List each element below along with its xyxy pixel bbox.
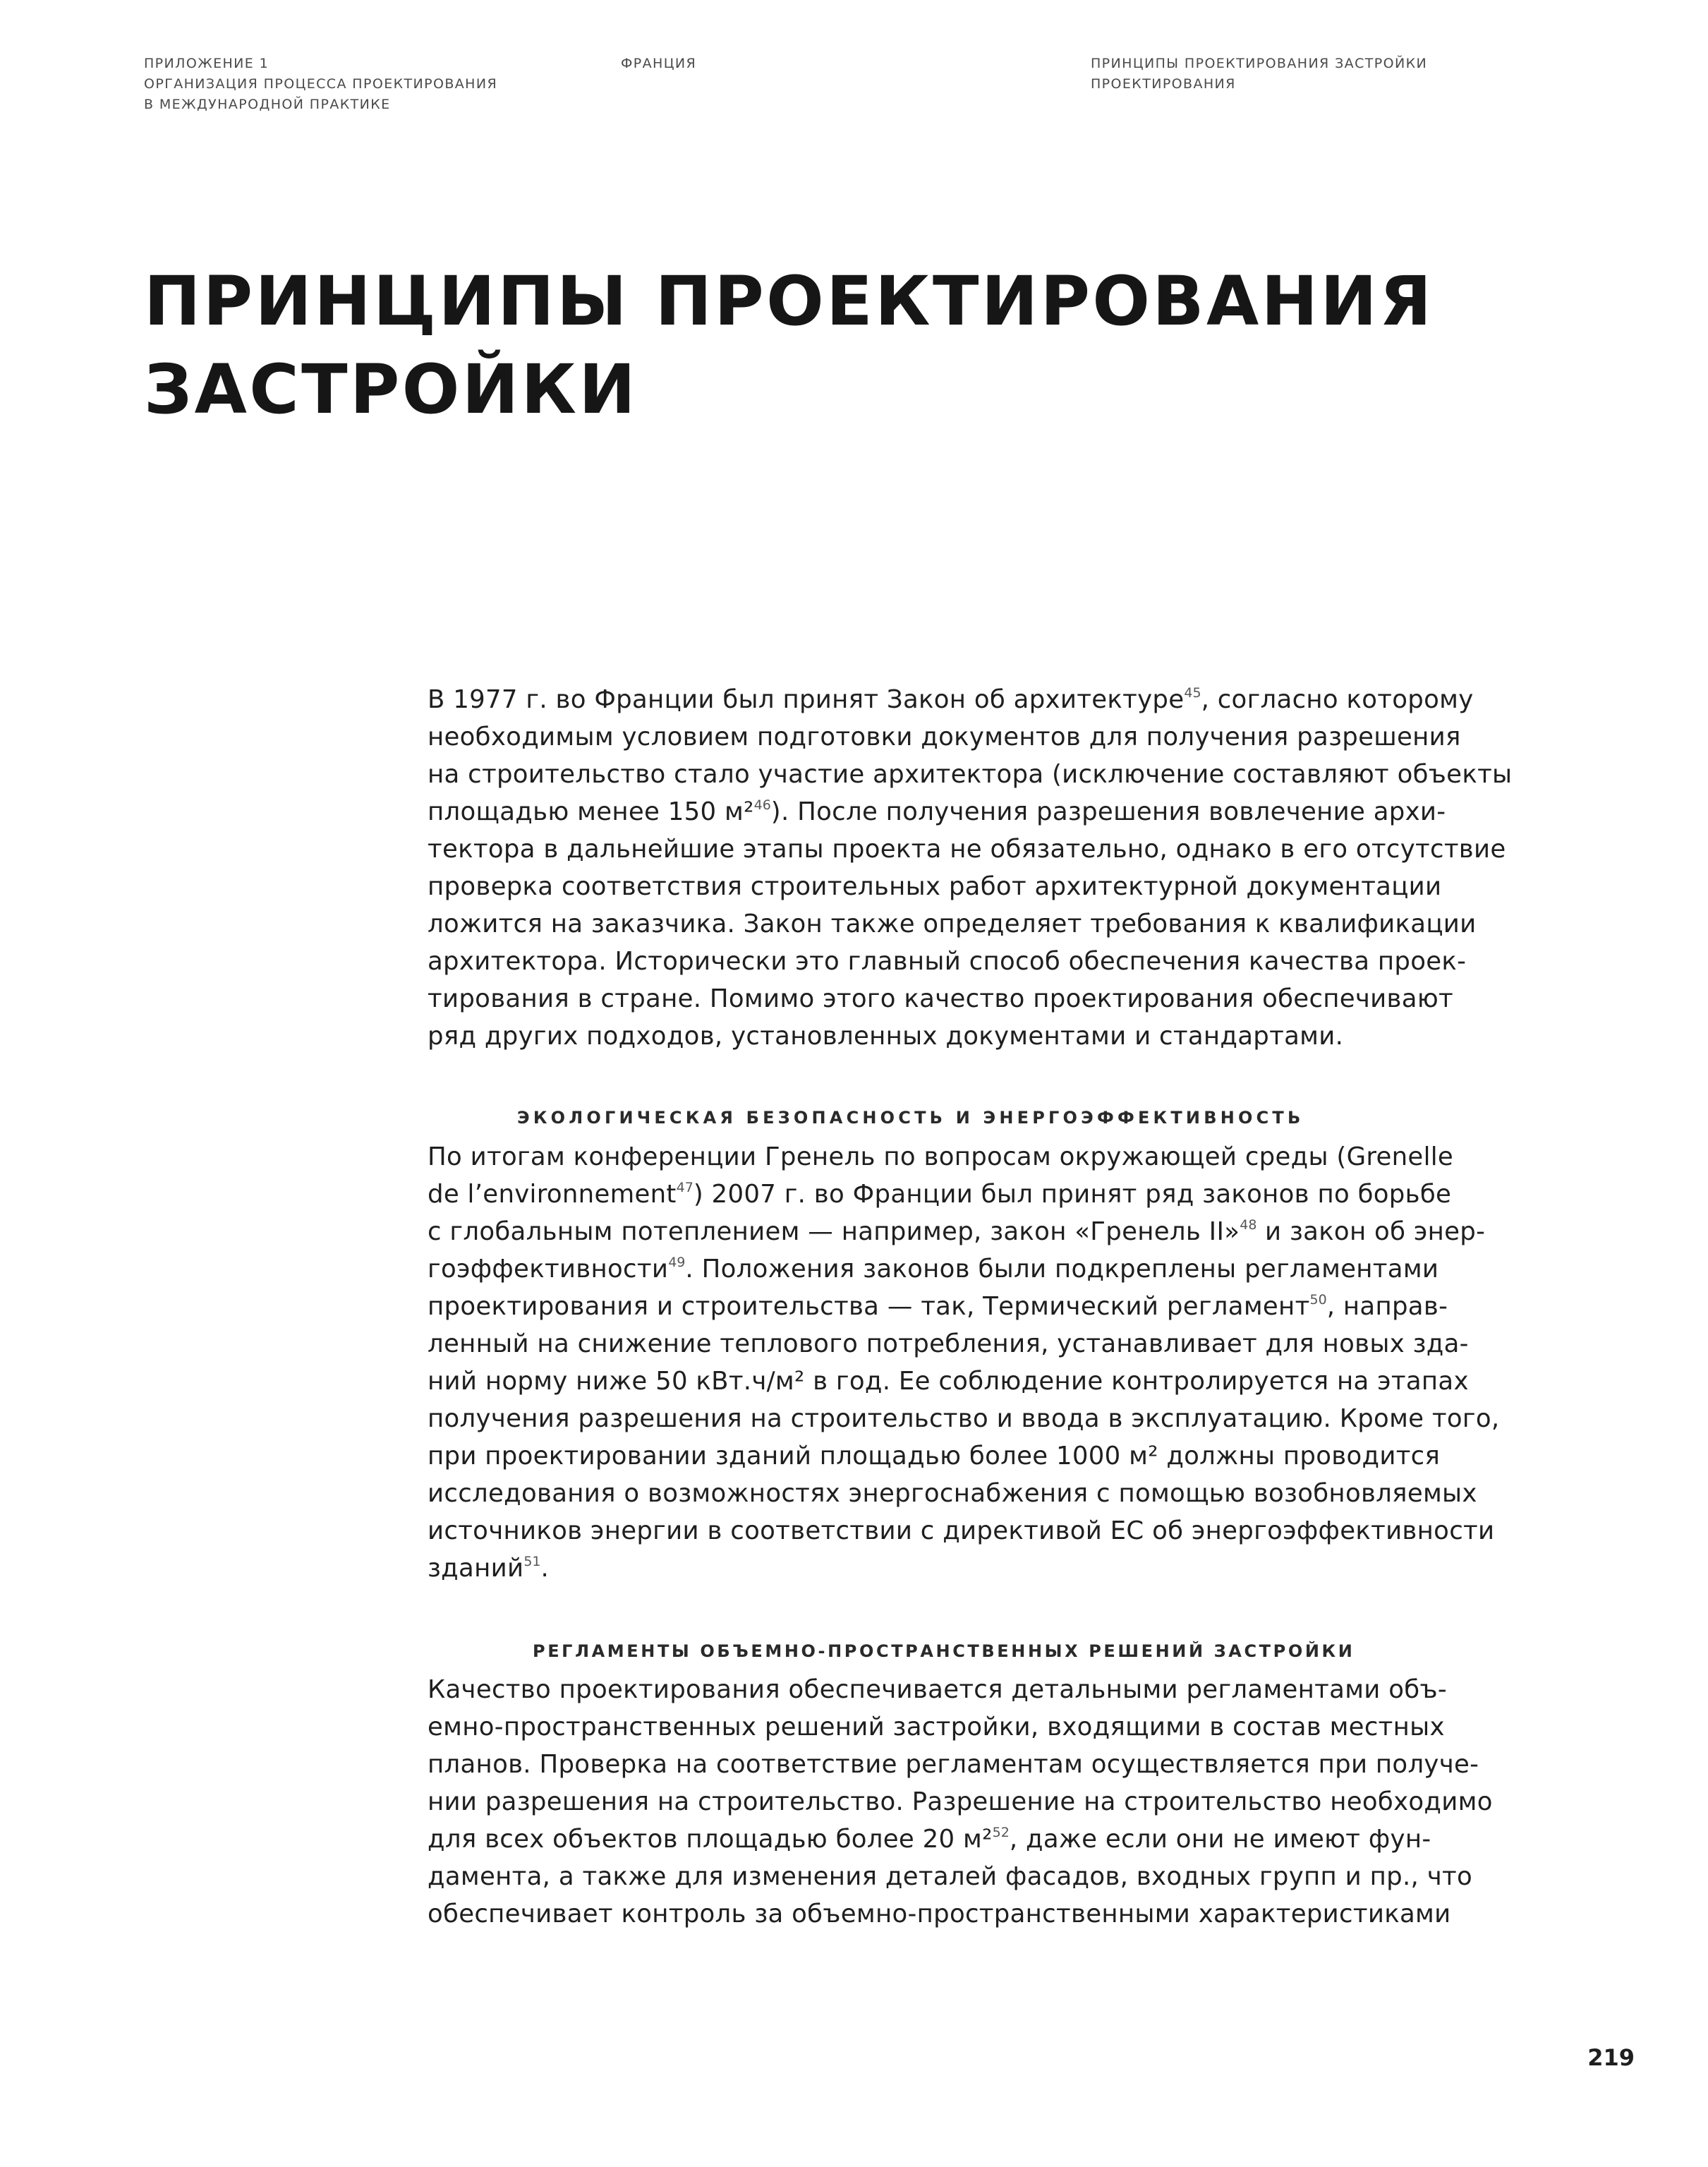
text-run: обеспечивает контроль за объемно-пространственными характеристиками (428, 1900, 1451, 1928)
text-run: тектора в дальнейшие этапы проекта не обязательно, однако в его отсутствие (428, 835, 1506, 864)
text-line (428, 1475, 1535, 1512)
text-run: и закон об энер- (1256, 1217, 1486, 1246)
text-run: проверка соответствия строительных работ архитектурной документации (428, 872, 1442, 901)
footnote-reference: 52 (992, 1825, 1010, 1840)
intro-paragraph (428, 681, 1535, 1055)
running-head-appendix (144, 54, 497, 115)
text-run: В 1977 г. во Франции был принят Закон об архитектуре (428, 685, 1185, 714)
text-line (428, 1512, 1535, 1550)
text-line (428, 868, 1535, 905)
text-run: Качество проектирования обеспечивается детальными регламентами объ- (428, 1675, 1447, 1704)
section-ecology-paragraph (428, 1138, 1535, 1587)
text-run: . Положения законов были подкреплены регламентами (685, 1255, 1439, 1284)
text-run: По итогам конференции Гренель по вопросам окружающей среды (Grenelle (428, 1142, 1454, 1171)
text-line (428, 1671, 1535, 1708)
running-head-country (621, 54, 696, 74)
text-line (428, 1550, 1535, 1587)
text-line (428, 1138, 1535, 1176)
text-run: проектирования и строительства — так, Термический регламент (428, 1292, 1310, 1321)
running-head-line: ПРОЕКТИРОВАНИЯ (1091, 76, 1236, 92)
text-run: зданий (428, 1554, 524, 1583)
text-run: ). После получения разрешения вовлечение архи- (770, 797, 1446, 826)
page-title (144, 258, 1434, 434)
text-run: ний норму ниже 50 кВт.ч/м² в год. Ее соблюдение контролируется на этапах (428, 1367, 1469, 1396)
text-run: необходимым условием подготовки документов для получения разрешения (428, 723, 1461, 751)
running-head-line: ПРИНЦИПЫ ПРОЕКТИРОВАНИЯ ЗАСТРОЙКИ (1091, 56, 1428, 71)
text-line (428, 980, 1535, 1018)
text-run: , согласно которому (1201, 685, 1474, 714)
text-run: ленный на снижение теплового потребления, устанавливает для новых зда- (428, 1329, 1469, 1358)
text-run: дамента, а также для изменения деталей фасадов, входных групп и пр., что (428, 1862, 1472, 1891)
text-run: при проектировании зданий площадью более 1000 м² должны проводится (428, 1442, 1441, 1471)
text-line (428, 1250, 1535, 1288)
text-line (428, 1018, 1535, 1055)
text-run: , даже если они не имеют фун- (1009, 1825, 1431, 1854)
running-head-chapter (1091, 54, 1427, 95)
running-head-line: В МЕЖДУНАРОДНОЙ ПРАКТИКЕ (144, 97, 391, 112)
footnote-reference: 50 (1309, 1292, 1327, 1308)
text-run: получения разрешения на строительство и ввода в эксплуатацию. Кроме того, (428, 1404, 1500, 1433)
text-run: ложится на заказчика. Закон также определяет требования к квалификации (428, 910, 1477, 938)
text-line (428, 1437, 1535, 1475)
footnote-reference: 49 (668, 1255, 686, 1270)
text-line (428, 1213, 1535, 1250)
page-number: 219 (1587, 2044, 1635, 2071)
text-run: планов. Проверка на соответствие регламентам осуществляется при получе- (428, 1750, 1479, 1779)
text-run: гоэффективности (428, 1255, 669, 1284)
running-head-line: ФРАНЦИЯ (621, 56, 697, 71)
text-line (428, 1288, 1535, 1325)
footnote-reference: 45 (1184, 685, 1201, 701)
text-line (428, 1708, 1535, 1746)
text-line (428, 793, 1535, 831)
text-run: для всех объектов площадью более 20 м² (428, 1825, 993, 1854)
text-run: de l’environnement (428, 1180, 677, 1209)
text-run: источников энергии в соответствии с директивой ЕС об энергоэффективности (428, 1516, 1495, 1545)
text-line (428, 681, 1535, 718)
footnote-reference: 47 (676, 1180, 694, 1195)
text-line (428, 1176, 1535, 1213)
text-run: архитектора. Исторически это главный способ обеспечения качества проек- (428, 947, 1467, 976)
text-line (428, 1400, 1535, 1437)
text-run: на строительство стало участие архитектора (исключение составляют объекты (428, 760, 1513, 789)
section-regulations-paragraph (428, 1671, 1535, 1933)
text-run: , направ- (1326, 1292, 1448, 1321)
text-line (428, 718, 1535, 756)
text-line (428, 756, 1535, 793)
text-run: исследования о возможностях энергоснабжения с помощью возобновляемых (428, 1479, 1477, 1508)
text-run: нии разрешения на строительство. Разрешение на строительство необходимо (428, 1787, 1493, 1816)
text-line (428, 1746, 1535, 1783)
footnote-reference: 51 (523, 1554, 541, 1569)
text-line (428, 831, 1535, 868)
text-line (428, 1858, 1535, 1895)
text-run: тирования в стране. Помимо этого качество проектирования обеспечивают (428, 984, 1453, 1013)
text-line (428, 943, 1535, 980)
text-run: площадью менее 150 м² (428, 797, 754, 826)
footnote-reference: 48 (1240, 1217, 1257, 1233)
page-title-line: ПРИНЦИПЫ ПРОЕКТИРОВАНИЯ (144, 262, 1434, 341)
text-line (428, 1895, 1535, 1933)
page-title-line: ЗАСТРОЙКИ (144, 350, 638, 429)
text-line (428, 1325, 1535, 1363)
running-head-line: ОРГАНИЗАЦИЯ ПРОЦЕССА ПРОЕКТИРОВАНИЯ (144, 76, 498, 92)
text-run: ряд других подходов, установленных документами и стандартами. (428, 1022, 1344, 1051)
section-heading-regulations: РЕГЛАМЕНТЫ ОБЪЕМНО-ПРОСТРАНСТВЕННЫХ РЕШЕНИЙ ЗАСТРОЙКИ (533, 1641, 1355, 1661)
text-line (428, 1821, 1535, 1858)
section-heading-ecology: ЭКОЛОГИЧЕСКАЯ БЕЗОПАСНОСТЬ И ЭНЕРГОЭФФЕКТИВНОСТЬ (517, 1108, 1304, 1128)
text-line (428, 905, 1535, 943)
running-head-line: ПРИЛОЖЕНИЕ 1 (144, 56, 269, 71)
text-run: ) 2007 г. во Франции был принят ряд законов по борьбе (693, 1180, 1452, 1209)
text-run: . (540, 1554, 550, 1583)
text-line (428, 1363, 1535, 1400)
text-line (428, 1783, 1535, 1821)
text-run: емно-пространственных решений застройки, входящими в состав местных (428, 1713, 1445, 1742)
text-run: с глобальным потеплением — например, закон «Гренель II» (428, 1217, 1240, 1246)
footnote-reference: 46 (753, 797, 771, 813)
